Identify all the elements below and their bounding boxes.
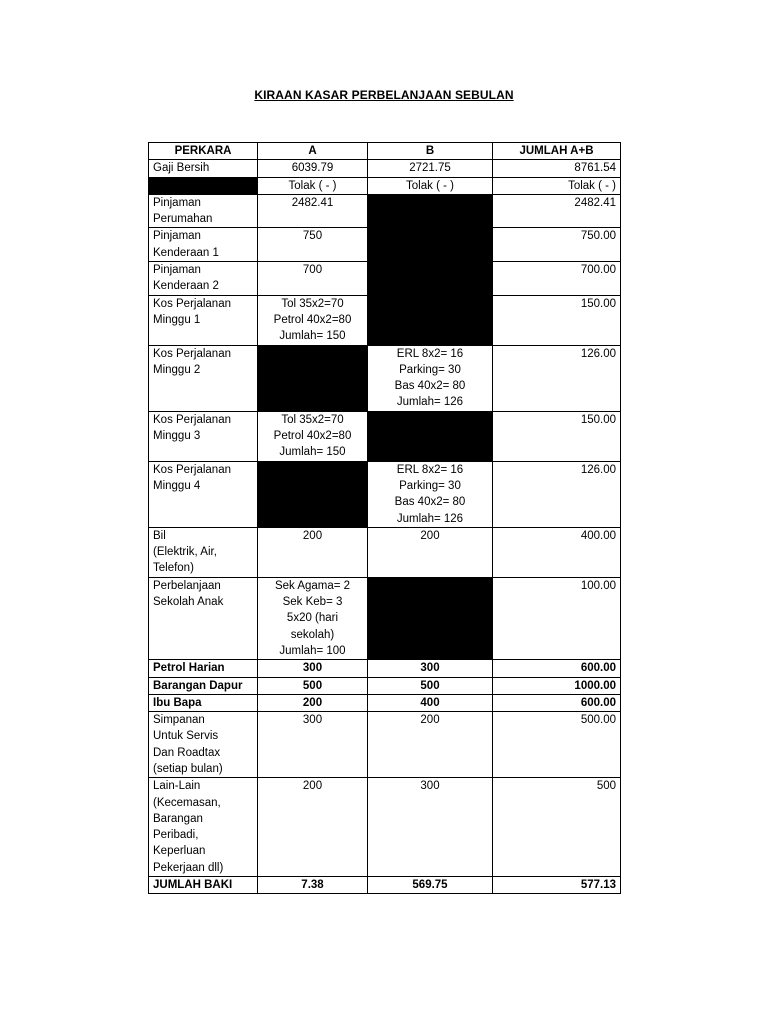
table-row bbox=[149, 228, 621, 262]
row-total-value: 500 bbox=[493, 778, 621, 877]
table-row bbox=[149, 694, 621, 711]
document-title: KIRAAN KASAR PERBELANJAAN SEBULAN bbox=[254, 88, 514, 102]
blacked-out-cell bbox=[258, 345, 368, 411]
row-total-value: 600.00 bbox=[493, 660, 621, 677]
row-b-value: 300 bbox=[368, 660, 493, 677]
table-row bbox=[149, 527, 621, 577]
row-a-value: Sek Agama= 2 Sek Keb= 3 5x20 (hari sekolah) Jumlah= 100 bbox=[258, 577, 368, 659]
row-a-value: 750 bbox=[258, 228, 368, 262]
table-row bbox=[149, 262, 621, 296]
baki-total: 577.13 bbox=[493, 877, 621, 894]
row-total-value: 500.00 bbox=[493, 712, 621, 778]
row-total-value: 150.00 bbox=[493, 411, 621, 461]
gaji-b: 2721.75 bbox=[368, 160, 493, 177]
table-row bbox=[149, 778, 621, 877]
gaji-total: 8761.54 bbox=[493, 160, 621, 177]
table-row bbox=[149, 345, 621, 411]
header-total: JUMLAH A+B bbox=[493, 143, 621, 160]
baki-label: JUMLAH BAKI bbox=[149, 877, 258, 894]
table-row bbox=[149, 577, 621, 659]
row-total-value: 750.00 bbox=[493, 228, 621, 262]
blacked-out-cell bbox=[368, 228, 493, 262]
row-a-value: 200 bbox=[258, 778, 368, 877]
table-row bbox=[149, 660, 621, 677]
row-total-value: 126.00 bbox=[493, 461, 621, 527]
row-label: Pinjaman Kenderaan 2 bbox=[149, 262, 258, 296]
row-label: Kos Perjalanan Minggu 3 bbox=[149, 411, 258, 461]
baki-row bbox=[149, 877, 621, 894]
row-b-value: 300 bbox=[368, 778, 493, 877]
row-total-value: 1000.00 bbox=[493, 677, 621, 694]
row-b-value: ERL 8x2= 16 Parking= 30 Bas 40x2= 80 Jumlah= 126 bbox=[368, 345, 493, 411]
blacked-out-cell bbox=[368, 577, 493, 659]
table-row bbox=[149, 712, 621, 778]
row-label: Simpanan Untuk Servis Dan Roadtax (setiap bulan) bbox=[149, 712, 258, 778]
header-row bbox=[149, 143, 621, 160]
row-a-value: 200 bbox=[258, 694, 368, 711]
gaji-label: Gaji Bersih bbox=[149, 160, 258, 177]
blacked-out-cell bbox=[368, 295, 493, 345]
row-a-value: 500 bbox=[258, 677, 368, 694]
row-a-value: 200 bbox=[258, 527, 368, 577]
table-row bbox=[149, 677, 621, 694]
table-row bbox=[149, 411, 621, 461]
gaji-a: 6039.79 bbox=[258, 160, 368, 177]
row-label: Ibu Bapa bbox=[149, 694, 258, 711]
row-a-value: 300 bbox=[258, 660, 368, 677]
expense-table bbox=[148, 142, 621, 894]
row-b-value: 400 bbox=[368, 694, 493, 711]
row-a-value: 300 bbox=[258, 712, 368, 778]
header-a: A bbox=[258, 143, 368, 160]
row-total-value: 100.00 bbox=[493, 577, 621, 659]
blacked-out-cell bbox=[368, 411, 493, 461]
header-b: B bbox=[368, 143, 493, 160]
row-label: Petrol Harian bbox=[149, 660, 258, 677]
row-label: Bil (Elektrik, Air, Telefon) bbox=[149, 527, 258, 577]
row-label: Barangan Dapur bbox=[149, 677, 258, 694]
row-label: Pinjaman Perumahan bbox=[149, 194, 258, 228]
row-label: Kos Perjalanan Minggu 4 bbox=[149, 461, 258, 527]
tolak-a: Tolak ( - ) bbox=[258, 177, 368, 194]
blacked-out-cell bbox=[368, 194, 493, 228]
row-total-value: 700.00 bbox=[493, 262, 621, 296]
table-row bbox=[149, 295, 621, 345]
row-a-value: 700 bbox=[258, 262, 368, 296]
table-row bbox=[149, 194, 621, 228]
blacked-out-cell bbox=[149, 177, 258, 194]
row-label: Lain-Lain (Kecemasan, Barangan Peribadi, Keperluan Pekerjaan dll) bbox=[149, 778, 258, 877]
row-label: Pinjaman Kenderaan 1 bbox=[149, 228, 258, 262]
row-b-value: ERL 8x2= 16 Parking= 30 Bas 40x2= 80 Jumlah= 126 bbox=[368, 461, 493, 527]
baki-b: 569.75 bbox=[368, 877, 493, 894]
row-total-value: 600.00 bbox=[493, 694, 621, 711]
blacked-out-cell bbox=[368, 262, 493, 296]
tolak-row bbox=[149, 177, 621, 194]
tolak-b: Tolak ( - ) bbox=[368, 177, 493, 194]
header-perkara: PERKARA bbox=[149, 143, 258, 160]
row-b-value: 200 bbox=[368, 527, 493, 577]
row-a-value: 2482.41 bbox=[258, 194, 368, 228]
row-label: Perbelanjaan Sekolah Anak bbox=[149, 577, 258, 659]
row-label: Kos Perjalanan Minggu 1 bbox=[149, 295, 258, 345]
row-total-value: 400.00 bbox=[493, 527, 621, 577]
table-row bbox=[149, 461, 621, 527]
row-total-value: 150.00 bbox=[493, 295, 621, 345]
expense-rows bbox=[149, 194, 621, 876]
row-b-value: 500 bbox=[368, 677, 493, 694]
tolak-total: Tolak ( - ) bbox=[493, 177, 621, 194]
row-total-value: 2482.41 bbox=[493, 194, 621, 228]
baki-a: 7.38 bbox=[258, 877, 368, 894]
row-label: Kos Perjalanan Minggu 2 bbox=[149, 345, 258, 411]
blacked-out-cell bbox=[258, 461, 368, 527]
gaji-row bbox=[149, 160, 621, 177]
row-a-value: Tol 35x2=70 Petrol 40x2=80 Jumlah= 150 bbox=[258, 295, 368, 345]
row-b-value: 200 bbox=[368, 712, 493, 778]
row-a-value: Tol 35x2=70 Petrol 40x2=80 Jumlah= 150 bbox=[258, 411, 368, 461]
row-total-value: 126.00 bbox=[493, 345, 621, 411]
